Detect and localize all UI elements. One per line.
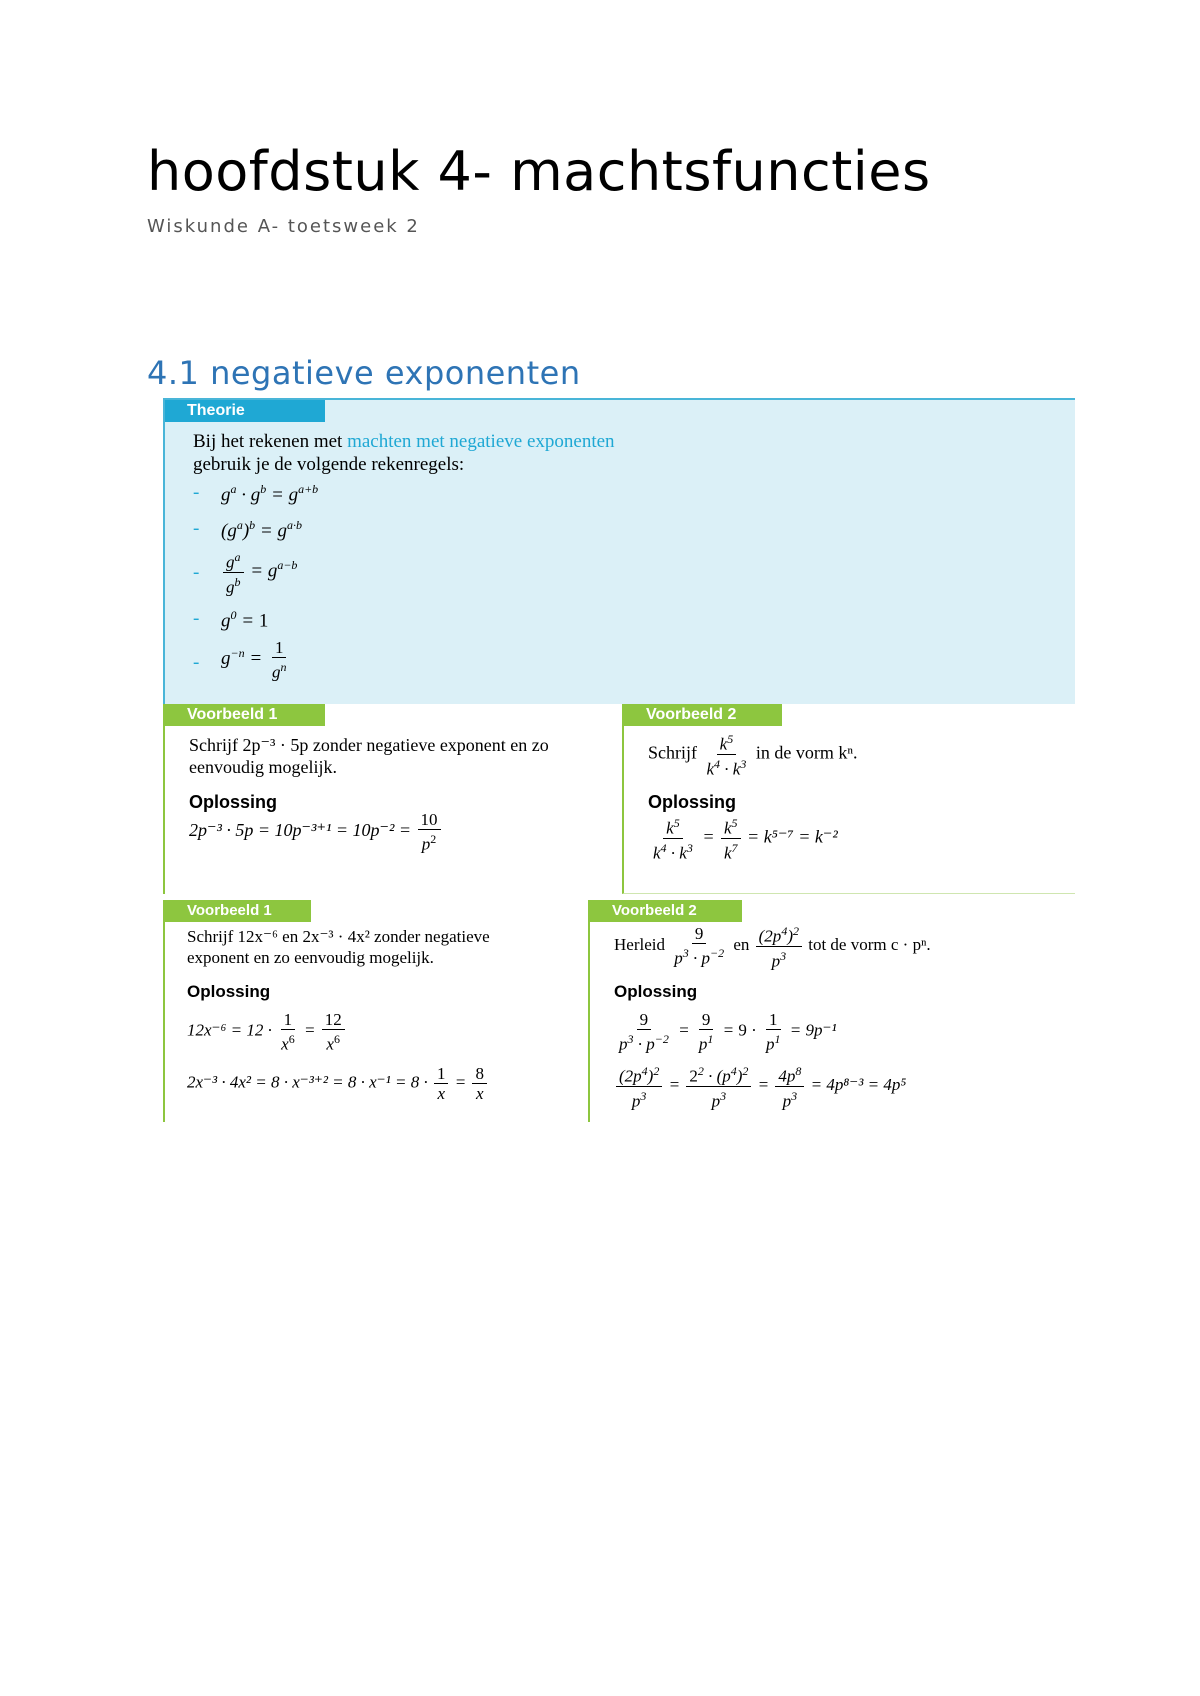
- calc-text: 2x⁻³ · 4x² = 8 · x⁻³⁺² = 8 · x⁻¹ = 8 ·: [187, 1072, 428, 1092]
- example-tag: Voorbeeld 2: [590, 900, 742, 922]
- solution-label: Oplossing: [614, 982, 698, 1001]
- example-box-top-right: [622, 704, 1075, 894]
- question-text: Schrijf: [648, 742, 697, 763]
- section-heading: 4.1 negatieve exponenten: [147, 354, 581, 392]
- question-text: in de vorm kⁿ.: [755, 742, 858, 763]
- list-dash: -: [193, 482, 200, 503]
- theory-tag: Theorie: [165, 400, 325, 422]
- example-tag: Voorbeeld 2: [624, 704, 782, 726]
- question-text: Herleid: [614, 935, 665, 955]
- example-tag: Voorbeeld 1: [165, 704, 325, 726]
- example-question: [189, 734, 549, 778]
- example-question: Herleid $\frac{9}{p^3 \cdot p^{-2}}$ en $\frac{(2p^4)^2}{p^3}$ tot de vorm c · pⁿ.: [614, 924, 931, 971]
- list-dash: -: [193, 518, 200, 539]
- subtitle: Wiskunde A- toetsweek 2: [147, 216, 420, 237]
- question-text: tot de vorm c · pⁿ.: [808, 935, 931, 955]
- calc-text: = 4p⁸⁻³ = 4p⁵: [810, 1075, 907, 1095]
- theory-intro-pre: Bij het rekenen met: [193, 431, 343, 452]
- question-line: Schrijf 12x⁻⁶ en 2x⁻³ · 4x² zonder negatieve: [187, 927, 490, 946]
- solution-label: Oplossing: [189, 792, 278, 812]
- question-text: en: [733, 935, 750, 955]
- calc-text: 2p⁻³ · 5p = 10p⁻³⁺¹ = 10p⁻² =: [189, 819, 412, 840]
- solution-calc-2: $\frac{(2p^4)^2}{p^3}$ = $\frac{2^2 \cdot (p^4)^2}{p^3}$ = $\frac{4p^8}{p^3}$ = 4p⁸⁻³ = 4p⁵: [614, 1062, 906, 1110]
- calc-text: = 9p⁻¹: [789, 1020, 837, 1040]
- list-dash: -: [193, 652, 200, 673]
- solution-calc-1: $\frac{9}{p^3 \cdot p^{-2}}$ = $\frac{9}{p^1}$ = 9 · $\frac{1}{p^1}$ = 9p⁻¹: [619, 1010, 837, 1054]
- solution-label: Oplossing: [187, 982, 271, 1001]
- theory-intro: [193, 430, 615, 476]
- list-dash: -: [193, 608, 200, 629]
- example-box-bottom-left: [163, 900, 588, 1122]
- solution-calc-1: 12x⁻⁶ = 12 · $\frac{1}{x^6}$ = $\frac{12}{x^6}$: [187, 1010, 347, 1054]
- example-tag: Voorbeeld 1: [165, 900, 311, 922]
- solution-calc: $\frac{k^5}{k^4 \cdot k^3}$ = $\frac{k^5}{k^7}$ = k⁵⁻⁷ = k⁻²: [653, 816, 838, 863]
- rule-expression: $g^0 = 1$: [221, 608, 269, 632]
- calc-text: = k⁵⁻⁷ = k⁻²: [747, 826, 838, 847]
- theory-intro-highlight: machten met negatieve exponenten: [347, 431, 615, 452]
- example-box-bottom-right: [588, 900, 1011, 1122]
- example-box-top-left: [163, 704, 623, 894]
- question-line: exponent en zo eenvoudig mogelijk.: [187, 948, 434, 967]
- solution-label: Oplossing: [648, 792, 737, 812]
- question-line: Schrijf 2p⁻³ · 5p zonder negatieve exponent en zo: [189, 735, 549, 755]
- calc-text: 12x⁻⁶ = 12 ·: [187, 1020, 272, 1040]
- theory-intro-post: gebruik je de volgende rekenregels:: [193, 454, 465, 475]
- question-line: eenvoudig mogelijk.: [189, 757, 337, 777]
- list-dash: -: [193, 562, 200, 583]
- solution-calc-2: 2x⁻³ · 4x² = 8 · x⁻³⁺² = 8 · x⁻¹ = 8 · $\frac{1}{x}$ = $\frac{8}{x}$: [187, 1064, 489, 1103]
- rule-expression: $g^{-n}$ = $\frac{1}{g^n}$: [221, 638, 287, 682]
- rule-expression: $(g^a)^b = g^{a\cdot b}$: [221, 518, 302, 542]
- page-title: hoofdstuk 4- machtsfuncties: [147, 140, 931, 203]
- solution-calc: 2p⁻³ · 5p = 10p⁻³⁺¹ = 10p⁻² = $\frac{10}{p^2}$: [189, 810, 443, 854]
- example-question: [187, 926, 490, 968]
- example-question: Schrijf $\frac{k^5}{k^4 \cdot k^3}$ in de vorm kⁿ.: [648, 732, 858, 779]
- rule-expression: $g^a \cdot g^b = g^{a+b}$: [221, 482, 319, 506]
- theory-box: [163, 398, 1075, 704]
- rule-expression: $\frac{g^a}{g^b}$ = $g^{a-b}$: [221, 548, 297, 596]
